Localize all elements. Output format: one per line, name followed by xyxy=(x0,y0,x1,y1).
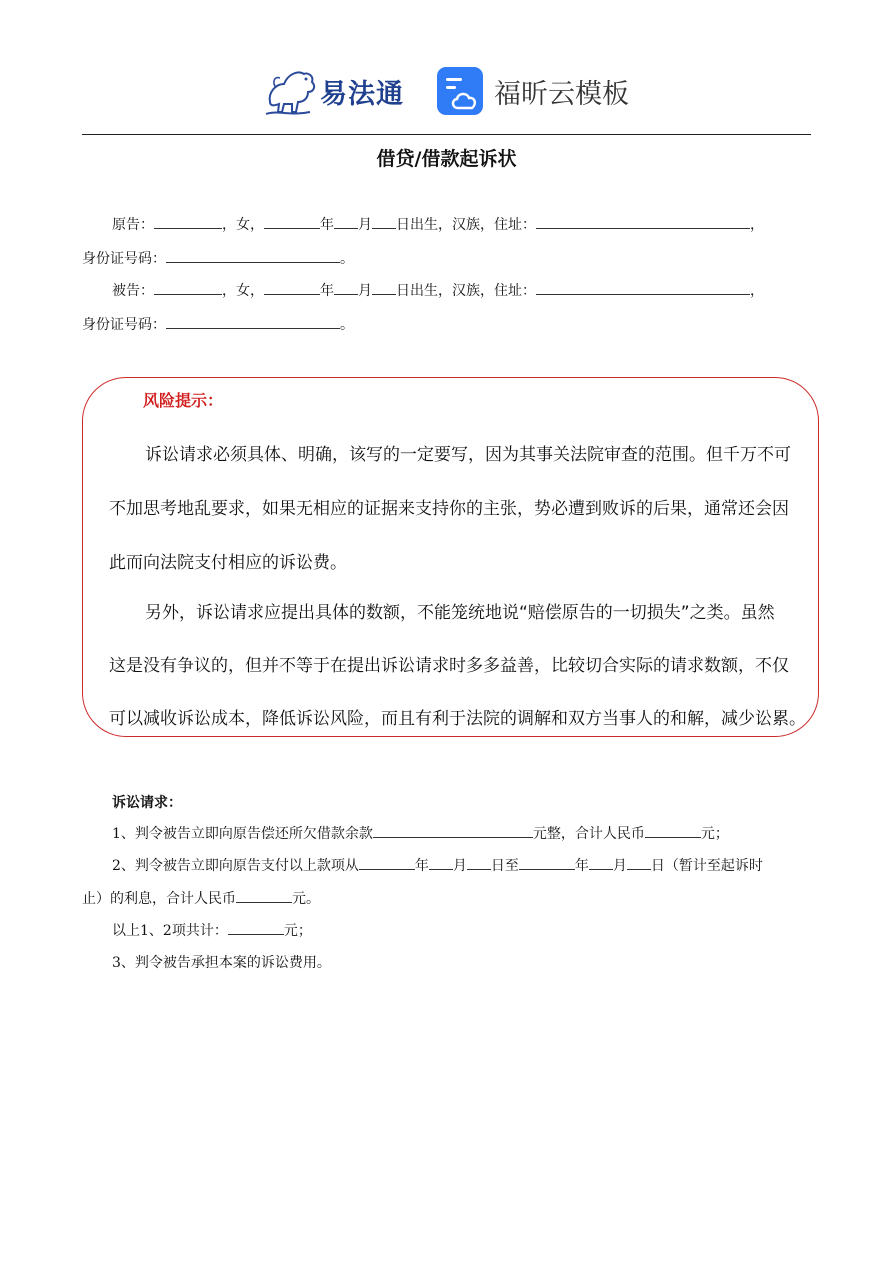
plaintiff-id-line xyxy=(82,248,354,268)
plaintiff-line xyxy=(112,214,764,234)
plaintiff-id-blank xyxy=(166,249,340,263)
plaintiff-month-blank xyxy=(334,215,358,229)
risk-line-3: 此而向法院支付相应的诉讼费。 xyxy=(109,553,347,573)
document-title: 借贷/借款起诉状 xyxy=(376,148,517,170)
plaintiff-id-label: 身份证号码： xyxy=(82,251,166,267)
defendant-period: 。 xyxy=(340,317,354,333)
plaintiff-month-label: 月 xyxy=(358,217,372,233)
defendant-month-label: 月 xyxy=(358,283,372,299)
defendant-year-blank xyxy=(264,281,320,295)
defendant-day-blank xyxy=(372,281,396,295)
claim-1-text-c: 元； xyxy=(700,826,729,842)
claim-2-month-label: 月 xyxy=(452,858,467,874)
claim-2-year-label: 年 xyxy=(414,858,429,874)
risk-line-4: 另外，诉讼请求应提出具体的数额，不能笼统地说“赔偿原告的一切损失”之类。虽然 xyxy=(145,603,775,623)
defendant-line xyxy=(112,280,764,300)
header-divider xyxy=(82,134,811,135)
claim-2-day2-label: 日（暂计至起诉时 xyxy=(650,858,763,874)
defendant-id-line xyxy=(82,314,354,334)
plaintiff-day-blank xyxy=(372,215,396,229)
plaintiff-period: 。 xyxy=(340,251,354,267)
plaintiff-year-blank xyxy=(264,215,320,229)
claim-2-day-blank xyxy=(467,856,491,870)
defendant-gender: ，女， xyxy=(222,283,264,299)
risk-notice-box xyxy=(82,377,819,737)
defendant-label: 被告： xyxy=(112,283,154,299)
defendant-id-blank xyxy=(166,315,340,329)
plaintiff-comma: ， xyxy=(750,217,764,233)
claims-total xyxy=(112,920,312,940)
defendant-birth-address-label: 日出生，汉族，住址： xyxy=(396,283,536,299)
claims-total-label: 以上1、2项共计： xyxy=(112,923,228,939)
header xyxy=(0,56,893,126)
risk-notice-title: 风险提示： xyxy=(143,391,224,410)
defendant-month-blank xyxy=(334,281,358,295)
claim-3: 3、判令被告承担本案的诉讼费用。 xyxy=(112,955,331,971)
claim-2-year2-blank xyxy=(519,856,575,870)
defendant-comma: ， xyxy=(750,283,764,299)
defendant-id-label: 身份证号码： xyxy=(82,317,166,333)
claim-1-amount-blank xyxy=(373,824,533,838)
risk-line-5: 这是没有争议的，但并不等于在提出诉讼请求时多多益善，比较切合实际的请求数额，不仅 xyxy=(109,656,789,676)
claim-1-text-b: 元整，合计人民币 xyxy=(532,826,645,842)
claim-2-text-a: 2、判令被告立即向原告支付以上款项从 xyxy=(112,858,359,874)
claim-2-cont-text-b: 元。 xyxy=(292,891,320,907)
claim-2-day-to-label: 日至 xyxy=(490,858,519,874)
defendant-name-blank xyxy=(154,281,222,295)
risk-line-6: 可以减收诉讼成本，降低诉讼风险，而且有利于法院的调解和双方当事人的和解，减少讼累。 xyxy=(109,709,806,729)
claim-2-month2-label: 月 xyxy=(612,858,627,874)
claim-2-day2-blank xyxy=(627,856,651,870)
plaintiff-gender: ，女， xyxy=(222,217,264,233)
claim-2-month2-blank xyxy=(589,856,613,870)
claim-2-year-blank xyxy=(359,856,415,870)
claims-title: 诉讼请求： xyxy=(112,795,182,811)
claim-2-year2-label: 年 xyxy=(574,858,589,874)
claim-2-month-blank xyxy=(429,856,453,870)
claims-total-blank xyxy=(228,921,284,935)
defendant-address-blank xyxy=(536,281,750,295)
claim-1-total-blank xyxy=(645,824,701,838)
cloud-doc-icon xyxy=(436,66,486,116)
plaintiff-label: 原告： xyxy=(112,217,154,233)
risk-line-1: 诉讼请求必须具体、明确，该写的一定要写，因为其事关法院审查的范围。但千万不可 xyxy=(145,445,791,465)
claim-2-continued xyxy=(82,888,320,908)
fuxin-logo-text: 福昕云模板 xyxy=(494,79,629,110)
plaintiff-address-blank xyxy=(536,215,750,229)
qilin-icon xyxy=(262,62,322,120)
claim-1-text-a: 1、判令被告立即向原告偿还所欠借款余款 xyxy=(112,826,373,842)
claim-2 xyxy=(112,855,763,875)
claim-1 xyxy=(112,823,729,843)
yifatong-logo xyxy=(262,62,414,120)
plaintiff-year-label: 年 xyxy=(320,217,334,233)
plaintiff-name-blank xyxy=(154,215,222,229)
plaintiff-birth-address-label: 日出生，汉族，住址： xyxy=(396,217,536,233)
defendant-year-label: 年 xyxy=(320,283,334,299)
fuxin-logo xyxy=(436,66,646,118)
yifatong-logo-text: 易法通 xyxy=(320,79,404,110)
claim-2-cont-text-a: 止）的利息，合计人民币 xyxy=(82,891,236,907)
claims-total-unit: 元； xyxy=(283,923,312,939)
claim-2-total-blank xyxy=(236,889,292,903)
risk-line-2: 不加思考地乱要求，如果无相应的证据来支持你的主张，势必遭到败诉的后果，通常还会因 xyxy=(109,499,789,519)
